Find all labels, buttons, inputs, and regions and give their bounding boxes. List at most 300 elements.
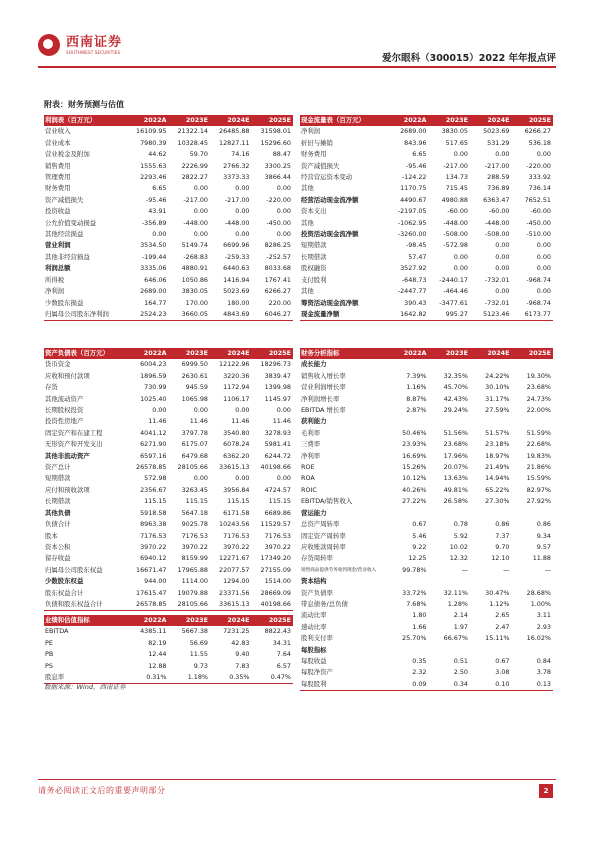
- cell-value: 32.11%: [443, 588, 468, 597]
- cell-value: 1145.97: [264, 394, 291, 403]
- row-label: 资产减值损失: [301, 161, 340, 170]
- cell-value: 3278.93: [264, 428, 291, 437]
- row-label: 每股股利: [300, 679, 387, 691]
- cell-value: 1896.59: [140, 371, 167, 380]
- cell-value: 65.22%: [485, 485, 510, 494]
- row-label: 资产总计: [45, 463, 71, 472]
- table-row: [44, 149, 293, 160]
- cell-value: 5981.41: [264, 440, 291, 449]
- row-label: 长期股权投资: [45, 406, 84, 415]
- table-title: 现金流量表（百万元）: [300, 115, 387, 126]
- row-label: 折旧与摊销: [301, 138, 333, 147]
- cell-value: 17965.88: [177, 565, 208, 574]
- row-label: 毛利率: [301, 428, 321, 437]
- cell-value: 19.30%: [526, 371, 551, 380]
- row-label: 筹资活动现金流净额: [301, 298, 359, 307]
- row-label: 经营活动现金流净额: [301, 195, 359, 204]
- cell-value: 288.59: [487, 173, 510, 182]
- row-label: 流动比率: [301, 611, 327, 620]
- cell-value: [429, 508, 471, 519]
- cell-value: 11529.57: [260, 520, 291, 529]
- row-label: 负债和股东权益合计: [44, 599, 127, 611]
- table-row: [300, 542, 553, 553]
- table-row: [44, 263, 293, 274]
- cell-value: 1.00%: [530, 599, 551, 608]
- cell-value: 16.69%: [402, 451, 427, 460]
- cell-value: 8.87%: [406, 394, 427, 403]
- cell-value: 17.96%: [443, 451, 468, 460]
- cell-value: 50.46%: [402, 428, 427, 437]
- cell-value: 1416.94: [223, 275, 250, 284]
- cell-value: -508.00: [443, 230, 468, 239]
- cell-value: 3970.22: [140, 542, 167, 551]
- cell-value: -217.00: [183, 195, 208, 204]
- cell-value: 0.00: [536, 252, 551, 261]
- cell-value: [470, 359, 512, 370]
- table-row: [300, 206, 553, 217]
- cell-value: 49.81%: [443, 485, 468, 494]
- row-label: 资产减值损失: [45, 195, 84, 204]
- cell-value: 4843.69: [210, 309, 252, 321]
- row-label: 固定资产周转率: [301, 531, 346, 540]
- cell-value: 8286.25: [264, 241, 291, 250]
- row-label: 财务费用: [45, 184, 71, 193]
- row-label: 资本结构: [301, 577, 327, 586]
- cell-value: 2630.61: [181, 371, 208, 380]
- cell-value: 27155.09: [260, 565, 291, 574]
- cell-value: -124.22: [401, 173, 427, 182]
- row-label: 无形资产和开发支出: [45, 440, 103, 449]
- cell-value: [387, 645, 429, 656]
- cell-value: 0.35: [412, 656, 427, 665]
- table-row: [44, 439, 293, 450]
- cell-value: [387, 359, 429, 370]
- cell-value: 0.13: [512, 679, 554, 691]
- cell-value: 7176.53: [264, 531, 291, 540]
- table-row: [44, 649, 293, 660]
- cell-value: 33.72%: [402, 588, 427, 597]
- cell-value: -356.89: [141, 218, 167, 227]
- cell-value: 115.15: [144, 497, 167, 506]
- row-label: 应收账款周转率: [301, 542, 346, 551]
- column-header: 2025E: [512, 348, 554, 359]
- cell-value: -1062.95: [397, 218, 427, 227]
- logo-mark-icon: [38, 34, 60, 56]
- cell-value: 0.00: [495, 287, 510, 296]
- cell-value: -732.01: [484, 275, 510, 284]
- cell-value: -3260.00: [397, 230, 427, 239]
- cell-value: 3.78: [536, 668, 551, 677]
- cell-value: 0.35%: [210, 672, 252, 684]
- table-row: [44, 394, 293, 405]
- cell-value: 5.92: [453, 531, 468, 540]
- table-row: [44, 496, 293, 507]
- table-row: [300, 161, 553, 172]
- cell-value: [429, 416, 471, 427]
- table-row: [44, 416, 293, 427]
- table-header-row: [300, 115, 553, 126]
- row-label: EBITDA/销售收入: [301, 497, 353, 506]
- cell-value: -968.74: [526, 298, 551, 307]
- cell-value: 10.12%: [402, 474, 427, 483]
- cell-value: 7.37: [495, 531, 510, 540]
- cell-value: 17349.20: [260, 554, 291, 563]
- cell-value: 3956.84: [223, 485, 250, 494]
- table-row: [44, 240, 293, 251]
- row-label: 投资活动现金流净额: [301, 230, 359, 239]
- column-header: 2022A: [127, 615, 169, 626]
- cell-value: 995.27: [429, 309, 471, 321]
- cell-value: 220.00: [268, 298, 291, 307]
- cell-value: 6.65: [412, 150, 427, 159]
- column-header: 2025E: [512, 115, 554, 126]
- cell-value: -98.45: [405, 241, 427, 250]
- table-header-row: [44, 615, 293, 626]
- cell-value: -732.01: [484, 298, 510, 307]
- cell-value: -448.00: [224, 218, 250, 227]
- cell-value: 164.77: [144, 298, 167, 307]
- cell-value: 15.11%: [485, 634, 510, 643]
- cell-value: 3970.22: [223, 542, 250, 551]
- row-label: 每股收益: [301, 656, 327, 665]
- table-row: [44, 542, 293, 553]
- cell-value: 2822.27: [181, 173, 208, 182]
- cell-value: 3.08: [495, 668, 510, 677]
- table-row: [44, 553, 293, 564]
- table-row: [300, 531, 553, 542]
- cell-value: 2.87%: [406, 406, 427, 415]
- cell-value: [470, 416, 512, 427]
- cell-value: 6.65: [152, 184, 167, 193]
- row-label: 净利率: [301, 451, 321, 460]
- cell-value: 0.00: [276, 474, 291, 483]
- cell-value: 5918.58: [140, 508, 167, 517]
- cell-value: 3540.80: [223, 428, 250, 437]
- table-row: [300, 622, 553, 633]
- cell-value: [470, 508, 512, 519]
- cell-value: [512, 576, 554, 587]
- table-row: [44, 519, 293, 530]
- row-label: PS: [45, 661, 53, 670]
- cell-value: 115.15: [268, 497, 291, 506]
- cell-value: 6689.86: [264, 508, 291, 517]
- cell-value: 0.67: [412, 520, 427, 529]
- cell-value: -968.74: [526, 275, 551, 284]
- row-label: 其他非流动资产: [45, 451, 90, 460]
- table-row: [44, 195, 293, 206]
- cell-value: 572.98: [144, 474, 167, 483]
- cell-value: -60.00: [530, 207, 551, 216]
- column-header: 2023E: [169, 348, 211, 359]
- cell-value: 82.97%: [526, 485, 551, 494]
- table-row: [300, 416, 553, 427]
- table-row: [300, 439, 553, 450]
- cell-value: 517.65: [445, 138, 468, 147]
- row-label: 营业税金及附加: [45, 150, 90, 159]
- table-row: [44, 405, 293, 416]
- cell-value: 11.46: [272, 417, 291, 426]
- cell-value: —: [503, 565, 510, 574]
- table-row: [300, 645, 553, 656]
- cell-value: 5667.38: [181, 627, 208, 636]
- table-row: [300, 679, 553, 691]
- logo: [38, 34, 122, 56]
- table-row: [300, 667, 553, 678]
- cell-value: 6363.47: [483, 195, 510, 204]
- cell-value: 7176.53: [223, 531, 250, 540]
- cell-value: 12271.67: [219, 554, 250, 563]
- cell-value: -199.44: [141, 252, 167, 261]
- cell-value: 715.45: [445, 184, 468, 193]
- row-label: 营业收入: [45, 127, 71, 136]
- cell-value: 6999.50: [181, 360, 208, 369]
- cell-value: 730.99: [144, 383, 167, 392]
- row-label: 归属母公司股东权益: [45, 565, 103, 574]
- row-label: 成长能力: [301, 360, 327, 369]
- row-label: 货币资金: [45, 360, 71, 369]
- row-label: 三费率: [301, 440, 321, 449]
- cell-value: 1170.75: [400, 184, 427, 193]
- cell-value: 2.47: [495, 622, 510, 631]
- cell-value: 29.24%: [443, 406, 468, 415]
- row-label: 营业利润: [45, 241, 71, 250]
- row-label: 股本: [45, 531, 58, 540]
- row-label: 其他: [301, 287, 314, 296]
- cell-value: 6244.72: [264, 451, 291, 460]
- cell-value: 0.00: [193, 474, 208, 483]
- cell-value: -252.57: [266, 252, 291, 261]
- cell-value: 82.19: [148, 638, 167, 647]
- cell-value: 21322.14: [177, 127, 208, 136]
- cell-value: 6175.07: [181, 440, 208, 449]
- cell-value: 42.83: [231, 638, 250, 647]
- cell-value: [387, 416, 429, 427]
- cell-value: 9.70: [495, 542, 510, 551]
- cell-value: 646.06: [144, 275, 167, 284]
- table-row: [300, 126, 553, 137]
- cell-value: 0.51: [453, 656, 468, 665]
- row-label: PB: [45, 650, 54, 659]
- table-row: [44, 382, 293, 393]
- cell-value: 23.18%: [485, 440, 510, 449]
- table-row: [300, 588, 553, 599]
- table-row: [44, 252, 293, 263]
- column-header: 2024E: [210, 348, 252, 359]
- cell-value: 3220.36: [223, 371, 250, 380]
- cell-value: 536.18: [528, 138, 551, 147]
- financial-ratios-table: [300, 348, 553, 691]
- table-row: [44, 588, 293, 599]
- row-label: 净利润: [301, 127, 321, 136]
- cell-value: 31.17%: [485, 394, 510, 403]
- row-label: PE: [45, 638, 53, 647]
- cell-value: -510.00: [526, 230, 551, 239]
- row-label: 其他经营损益: [45, 230, 84, 239]
- row-label: 其他负债: [45, 508, 71, 517]
- cell-value: 30.47%: [485, 588, 510, 597]
- table-row: [300, 138, 553, 149]
- column-header: 2022A: [127, 115, 169, 126]
- table-row: [44, 309, 293, 321]
- cell-value: 5.46: [412, 531, 427, 540]
- table-row: [300, 576, 553, 587]
- cell-value: 2.50: [453, 668, 468, 677]
- cell-value: 0.86: [495, 520, 510, 529]
- cell-value: 0.00: [193, 230, 208, 239]
- cell-value: 9.22: [412, 542, 427, 551]
- cell-value: 1294.00: [223, 577, 250, 586]
- row-label: 净利润增长率: [301, 394, 340, 403]
- column-header: 2024E: [470, 348, 512, 359]
- cell-value: 2.93: [536, 622, 551, 631]
- row-label: 销售收入增长率: [301, 371, 346, 380]
- table-row: [44, 508, 293, 519]
- cell-value: [387, 508, 429, 519]
- table-row: [44, 661, 293, 672]
- cell-value: 390.43: [404, 298, 427, 307]
- cell-value: 0.00: [276, 184, 291, 193]
- table-row: [300, 149, 553, 160]
- cell-value: 2766.32: [223, 161, 250, 170]
- cell-value: 24.73%: [526, 394, 551, 403]
- cell-value: 0.00: [453, 264, 468, 273]
- cell-value: 3300.25: [264, 161, 291, 170]
- row-label: 每股净资产: [301, 668, 333, 677]
- footer-divider: [38, 779, 556, 780]
- cell-value: 9.40: [235, 650, 250, 659]
- cell-value: 3335.06: [140, 264, 167, 273]
- cell-value: 7.39%: [406, 371, 427, 380]
- table-row: [300, 599, 553, 610]
- row-label: 资本公积: [45, 542, 71, 551]
- row-label: 速动比率: [301, 622, 327, 631]
- cell-value: 23.93%: [402, 440, 427, 449]
- cell-value: -217.00: [224, 195, 250, 204]
- cell-value: 13.63%: [443, 474, 468, 483]
- cell-value: 11.55: [189, 650, 208, 659]
- cell-value: 6004.23: [140, 360, 167, 369]
- cell-value: 115.15: [227, 497, 250, 506]
- cell-value: 3263.45: [181, 485, 208, 494]
- cell-value: 6271.90: [140, 440, 167, 449]
- cell-value: 1.97: [453, 622, 468, 631]
- column-header: 2025E: [252, 615, 294, 626]
- cell-value: 1106.17: [223, 394, 250, 403]
- cell-value: 1172.94: [223, 383, 250, 392]
- cell-value: 3534.50: [140, 241, 167, 250]
- cell-value: [470, 576, 512, 587]
- row-label: 存货: [45, 383, 58, 392]
- cell-value: -572.98: [443, 241, 468, 250]
- cell-value: 22.00%: [526, 406, 551, 415]
- table-row: [44, 298, 293, 309]
- table-title: 业绩和估值指标: [44, 615, 127, 626]
- cell-value: 0.00: [536, 264, 551, 273]
- table-row: [300, 508, 553, 519]
- cell-value: —: [544, 565, 551, 574]
- cell-value: 6266.27: [524, 127, 551, 136]
- cell-value: 6171.58: [223, 508, 250, 517]
- table-row: [300, 451, 553, 462]
- column-header: 2023E: [429, 348, 471, 359]
- cell-value: 6479.68: [181, 451, 208, 460]
- column-header: 2022A: [127, 348, 169, 359]
- cell-value: 115.15: [185, 497, 208, 506]
- cell-value: 0.00: [453, 150, 468, 159]
- cell-value: 0.00: [193, 207, 208, 216]
- cell-value: 0.00: [453, 252, 468, 261]
- cell-value: 88.47: [272, 150, 291, 159]
- cell-value: 11.88: [532, 554, 551, 563]
- cell-value: 7176.53: [181, 531, 208, 540]
- table-row: [44, 126, 293, 137]
- cell-value: 1555.63: [140, 161, 167, 170]
- row-label: 销售费用: [45, 161, 71, 170]
- cell-value: 7980.39: [140, 138, 167, 147]
- cell-value: [512, 359, 554, 370]
- cell-value: 6078.24: [223, 440, 250, 449]
- cell-value: 14.94%: [485, 474, 510, 483]
- cell-value: [429, 359, 471, 370]
- cell-value: 66.67%: [443, 634, 468, 643]
- cell-value: 26485.88: [219, 127, 250, 136]
- row-label: 营业成本: [45, 138, 71, 147]
- cell-value: 3970.22: [264, 542, 291, 551]
- row-label: 现金流量净额: [300, 309, 387, 321]
- cell-value: 1114.00: [181, 577, 208, 586]
- cell-value: 18296.73: [260, 360, 291, 369]
- income-statement-table: [44, 115, 293, 321]
- cell-value: 59.70: [189, 150, 208, 159]
- cell-value: 5123.46: [470, 309, 512, 321]
- cell-value: 1025.40: [140, 394, 167, 403]
- cell-value: 12827.11: [219, 138, 250, 147]
- cell-value: 9.34: [536, 531, 551, 540]
- cell-value: 4880.91: [181, 264, 208, 273]
- row-label: 固定资产和在建工程: [45, 428, 103, 437]
- cell-value: 3527.92: [400, 264, 427, 273]
- cell-value: -448.00: [443, 218, 468, 227]
- cell-value: 7176.53: [140, 531, 167, 540]
- cell-value: 2.14: [453, 611, 468, 620]
- cell-value: [429, 576, 471, 587]
- cell-value: 2356.67: [140, 485, 167, 494]
- cell-value: 0.47%: [252, 672, 294, 684]
- cell-value: 10243.56: [219, 520, 250, 529]
- cell-value: 26578.85: [127, 599, 169, 611]
- cell-value: -259.33: [224, 252, 250, 261]
- row-label: ROA: [301, 474, 315, 483]
- cell-value: 22.68%: [526, 440, 551, 449]
- cell-value: 1.16%: [406, 383, 427, 392]
- row-label: 总资产周转率: [301, 520, 340, 529]
- cell-value: 9.73: [193, 661, 208, 670]
- cell-value: 3839.47: [264, 371, 291, 380]
- table-row: [44, 371, 293, 382]
- cell-value: 6173.77: [512, 309, 554, 321]
- cell-value: 23.68%: [526, 383, 551, 392]
- cell-value: 945.59: [185, 383, 208, 392]
- cell-value: 51.57%: [485, 428, 510, 437]
- table-title: 财务分析指标: [300, 348, 387, 359]
- cell-value: [387, 576, 429, 587]
- column-header: 2025E: [252, 348, 294, 359]
- row-label: 财务费用: [301, 150, 327, 159]
- cell-value: 736.89: [487, 184, 510, 193]
- table-row: [300, 275, 553, 286]
- cell-value: 27.92%: [526, 497, 551, 506]
- cell-value: 3866.44: [264, 173, 291, 182]
